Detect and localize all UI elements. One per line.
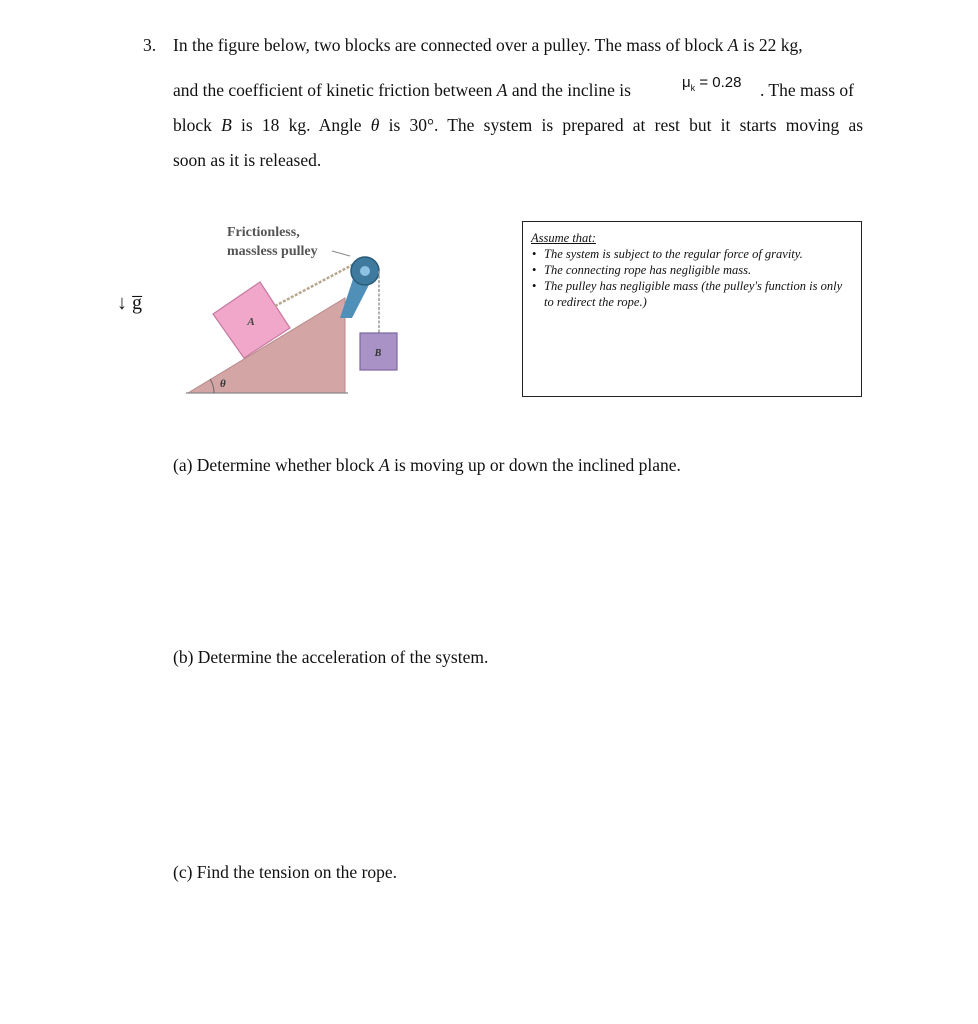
question-text: and the coefficient of kinetic friction between [173,80,493,100]
pulley-axle [360,266,370,276]
block-a-variable: A [379,455,390,475]
figure-svg [180,218,410,403]
question-line-4: soon as it is released. [173,150,322,170]
block-b-label: B [374,348,382,359]
pulley-label-line1: Frictionless, [227,225,300,240]
question-line-3 [173,115,863,136]
question-number: 3. [143,35,157,55]
theta-variable: θ [370,115,380,135]
part-c: (c) Find the tension on the rope. [173,862,398,882]
incline-pulley-figure [180,218,410,403]
question-line-2 [173,80,631,101]
assumption-item: • The connecting rope has negligible mass. [531,262,853,278]
angle-label: θ [220,378,226,390]
part-b: (b) Determine the acceleration of the system. [173,647,489,667]
block-a-variable: A [727,35,739,55]
mu-subscript: k [690,83,696,93]
assumption-item: • The system is subject to the regular force of gravity. [531,246,853,262]
question-text: . The mass of [760,80,854,100]
question-text: is 22 kg, [742,35,803,55]
mu-symbol: μ [682,74,691,91]
friction-coefficient [682,74,741,91]
assumptions-list [531,246,853,310]
part-a [173,455,681,476]
question-text: In the figure below, two blocks are connected over a pulley. The mass of block [173,35,724,55]
part-a-text: (a) Determine whether block [173,455,375,475]
assumptions-box [522,221,862,397]
assumptions-heading: Assume that: [531,231,596,245]
block-b-variable: B [221,115,232,135]
question-text: is 30°. The system is prepared at rest but it starts moving as [388,115,864,135]
question-text: block [173,115,212,135]
question-text: and the incline is [511,80,631,100]
block-a-variable: A [496,80,508,100]
pulley-label-leader [332,251,350,256]
assumption-item: • The pulley has negligible mass (the pulley's function is only to redirect the rope.) [531,278,853,310]
question-line-1 [173,35,803,56]
gravity-vector-label: ↓ g̅ [117,292,142,314]
question-text: is 18 kg. Angle [241,115,362,135]
mu-value: = 0.28 [699,74,742,91]
pulley-label-line2: massless pulley [227,244,318,259]
block-a-label: A [247,316,255,328]
part-a-text: is moving up or down the inclined plane. [394,455,681,475]
